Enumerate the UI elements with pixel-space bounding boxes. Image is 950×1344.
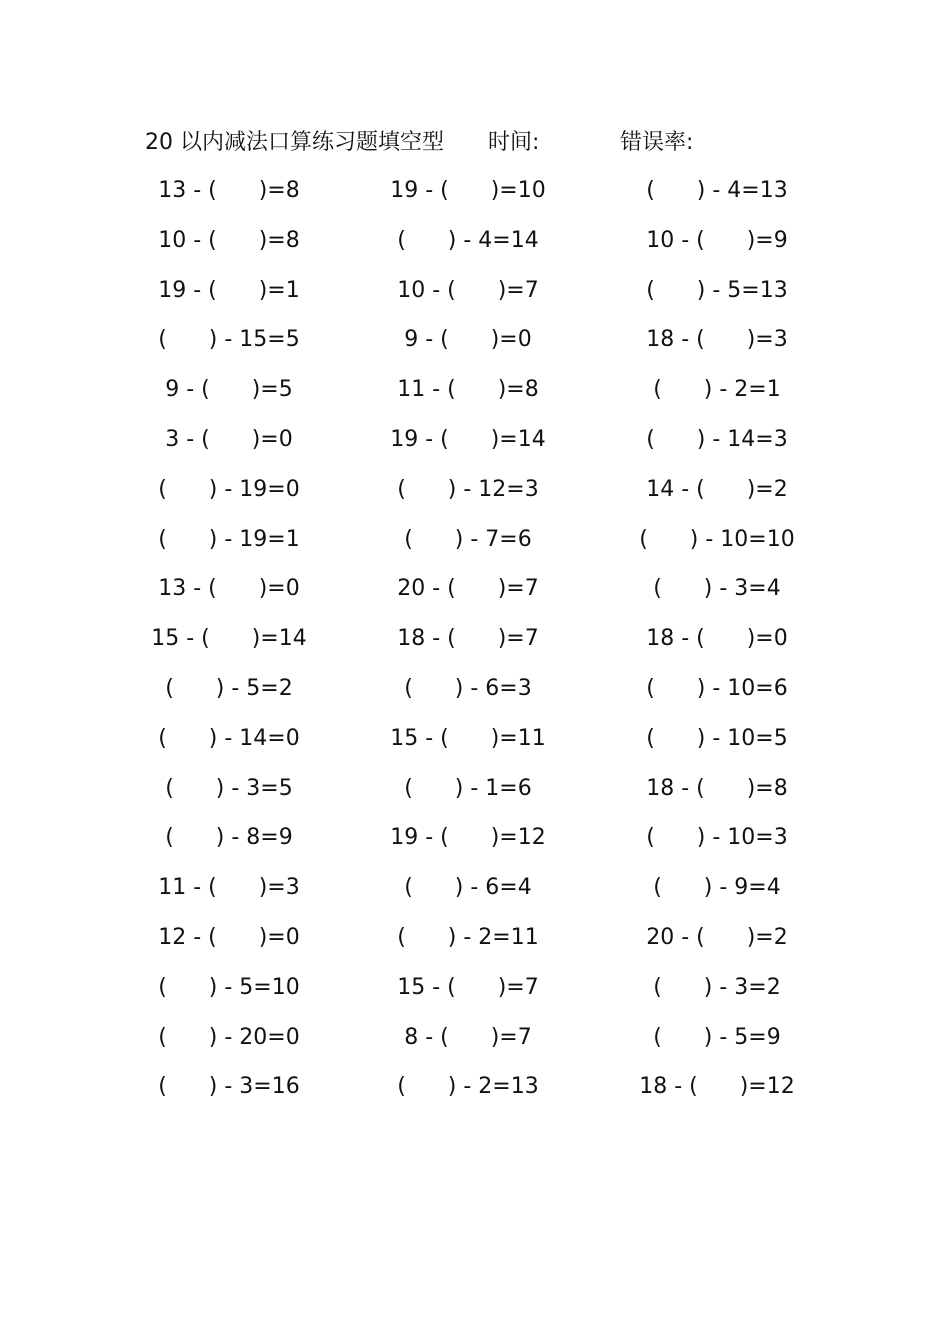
problem: 18 - ( )=7 — [397, 626, 539, 652]
problem: ( ) - 2=1 — [653, 377, 781, 403]
problem: 12 - ( )=0 — [158, 924, 300, 950]
problem: ( ) - 10=3 — [646, 825, 788, 851]
error-rate-label: 错误率: — [620, 130, 694, 155]
problem: ( ) - 7=6 — [404, 526, 532, 552]
problem: 18 - ( )=12 — [639, 1074, 795, 1100]
problem-grid — [0, 173, 950, 1119]
problem: ( ) - 3=2 — [653, 974, 781, 1000]
problem: 10 - ( )=8 — [158, 227, 300, 253]
problem: ( ) - 1=6 — [404, 775, 532, 801]
problem-row — [0, 422, 950, 472]
problem: 19 - ( )=1 — [158, 277, 300, 303]
problem-row — [0, 870, 950, 920]
problem: 15 - ( )=14 — [151, 626, 307, 652]
problem-row — [0, 522, 950, 572]
problem: ( ) - 10=5 — [646, 725, 788, 751]
time-label: 时间: — [488, 130, 540, 155]
problem-row — [0, 970, 950, 1020]
problem: ( ) - 14=0 — [158, 725, 300, 751]
problem: 19 - ( )=14 — [390, 426, 546, 452]
problem: ( ) - 12=3 — [397, 476, 539, 502]
worksheet-title: 20 以内减法口算练习题填空型 — [145, 130, 444, 155]
problem-row — [0, 571, 950, 621]
problem-row — [0, 223, 950, 273]
problem: ( ) - 6=4 — [404, 875, 532, 901]
problem-row — [0, 671, 950, 721]
problem: 20 - ( )=7 — [397, 576, 539, 602]
problem-row — [0, 721, 950, 771]
problem: ( ) - 20=0 — [158, 1024, 300, 1050]
problem: ( ) - 14=3 — [646, 426, 788, 452]
problem-row — [0, 771, 950, 821]
problem: ( ) - 19=0 — [158, 476, 300, 502]
problem: 9 - ( )=0 — [404, 327, 532, 353]
problem: 15 - ( )=7 — [397, 974, 539, 1000]
problem: 18 - ( )=8 — [646, 775, 788, 801]
problem-row — [0, 273, 950, 323]
problem: 15 - ( )=11 — [390, 725, 546, 751]
problem: 19 - ( )=10 — [390, 178, 546, 203]
problem: ( ) - 2=13 — [397, 1074, 539, 1100]
problem-row — [0, 1069, 950, 1119]
problem: ( ) - 3=16 — [158, 1074, 300, 1100]
problem: 11 - ( )=8 — [397, 377, 539, 403]
problem-row — [0, 322, 950, 372]
problem: ( ) - 5=10 — [158, 974, 300, 1000]
problem-row — [0, 820, 950, 870]
problem: 18 - ( )=3 — [646, 327, 788, 353]
problem: ( ) - 5=9 — [653, 1024, 781, 1050]
problem: 10 - ( )=7 — [397, 277, 539, 303]
problem: 13 - ( )=8 — [158, 178, 300, 203]
problem: 11 - ( )=3 — [158, 875, 300, 901]
problem-row — [0, 173, 950, 223]
problem: 13 - ( )=0 — [158, 576, 300, 602]
problem: ( ) - 5=2 — [165, 675, 293, 701]
problem: ( ) - 15=5 — [158, 327, 300, 353]
problem: ( ) - 3=5 — [165, 775, 293, 801]
problem: 3 - ( )=0 — [165, 426, 293, 452]
problem: ( ) - 2=11 — [397, 924, 539, 950]
problem: ( ) - 10=10 — [639, 526, 795, 552]
problem: ( ) - 4=14 — [397, 227, 539, 253]
problem: 14 - ( )=2 — [646, 476, 788, 502]
problem: ( ) - 9=4 — [653, 875, 781, 901]
problem: ( ) - 10=6 — [646, 675, 788, 701]
problem-row — [0, 372, 950, 422]
problem: 19 - ( )=12 — [390, 825, 546, 851]
worksheet-header — [0, 125, 950, 161]
problem: ( ) - 3=4 — [653, 576, 781, 602]
problem: 20 - ( )=2 — [646, 924, 788, 950]
problem: 10 - ( )=9 — [646, 227, 788, 253]
problem-row — [0, 920, 950, 970]
problem: 18 - ( )=0 — [646, 626, 788, 652]
problem: 8 - ( )=7 — [404, 1024, 532, 1050]
problem: ( ) - 19=1 — [158, 526, 300, 552]
problem: 9 - ( )=5 — [165, 377, 293, 403]
problem-row — [0, 621, 950, 671]
problem: ( ) - 6=3 — [404, 675, 532, 701]
problem-row — [0, 1020, 950, 1070]
problem: ( ) - 5=13 — [646, 277, 788, 303]
problem: ( ) - 4=13 — [646, 178, 788, 203]
problem-row — [0, 472, 950, 522]
problem: ( ) - 8=9 — [165, 825, 293, 851]
